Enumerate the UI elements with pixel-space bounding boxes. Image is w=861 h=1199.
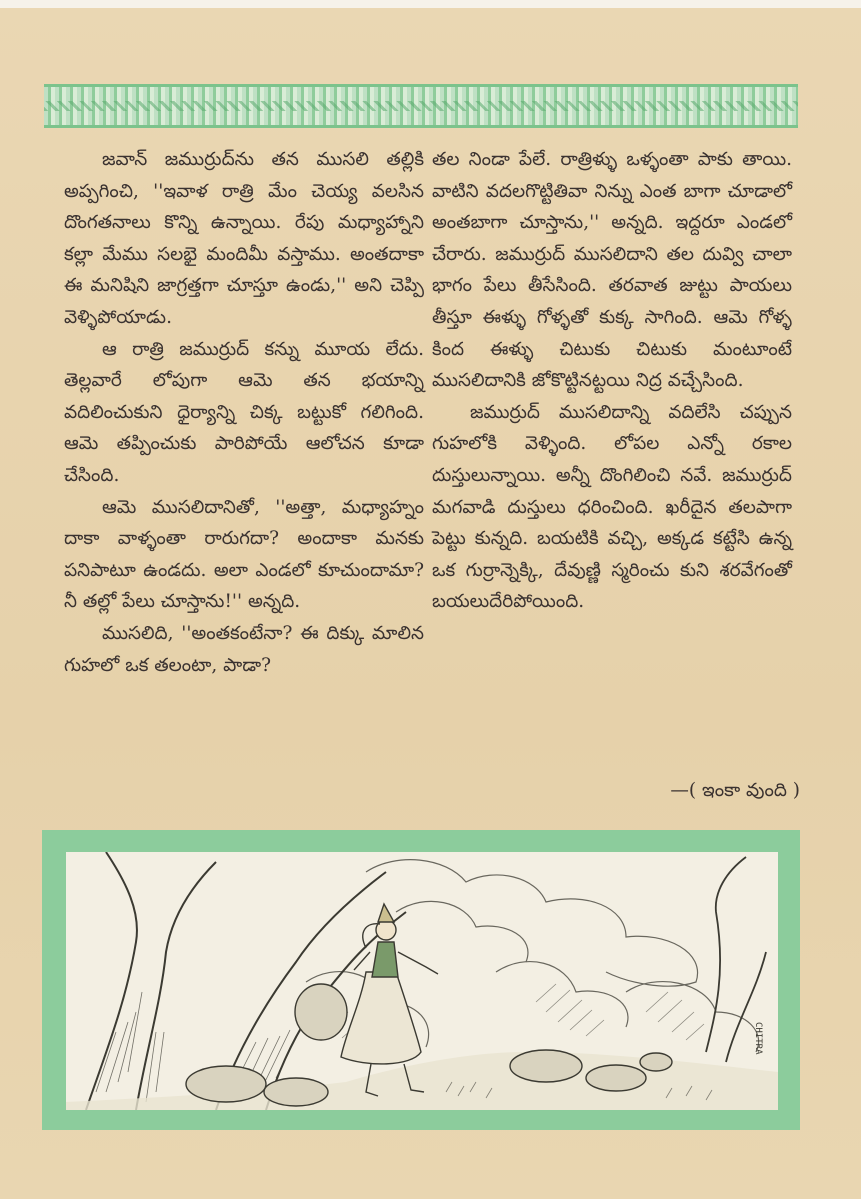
artist-signature: CHITRA (753, 1022, 763, 1055)
to-be-continued-note: —( ఇంకా వుంది ) (670, 780, 800, 801)
text-column-left (64, 144, 424, 681)
paragraph: జవాన్ జముర్రుద్‌ను తన ముసలి తల్లికి అప్పగించి, ''ఇవాళ రాత్రి మేం చెయ్య వలసిన దొంగతనాలు కొన్ని ఉన్నాయి. రేపు మధ్యాహ్నాని కల్లా మేము సలభై మందిమీ వస్తాము. అంతదాకా ఈ మనిషిని జాగ్రత్తగా చూస్తూ ఉండు,'' అని చెప్పి వెళ్ళిపోయాడు. (64, 149, 424, 328)
page-top-edge (0, 0, 861, 8)
paragraph: జముర్రుద్ ముసలిదాన్ని వదిలేసి చప్పున గుహలోకి వెళ్ళింది. లోపల ఎన్నో రకాల దుస్తులున్నాయి. అన్నీ దొంగిలించి నవే. జముర్రుద్ మగవాడి దుస్తులు ధరించింది. ఖరీదైన తలపాగా పెట్టు కున్నది. బయటికి వచ్చి, అక్కడ కట్టేసి ఉన్న ఒక గుర్రాన్నెక్కి, దేవుణ్ణి స్మరించు కుని శరవేగంతో బయలుదేరిపోయింది. (432, 401, 792, 613)
paragraph: ఆ రాత్రి జముర్రుద్ కన్ను మూయ లేదు. తెల్లవారే లోపుగా ఆమె తన భయాన్ని వదిలించుకుని ధైర్యాన్ని చిక్క బట్టుకో గలిగింది. ఆమె తప్పించుకు పారిపోయే ఆలోచన కూడా చేసింది. (64, 338, 424, 486)
illustration-frame (42, 830, 800, 1130)
paragraph: తల నిండా పేలే. రాత్రిళ్ళు ఒళ్ళంతా పాకు తాయి. వాటిని వదలగొట్టితివా నిన్ను ఎంత బాగా చూడాలో అంతబాగా చూస్తాను,'' అన్నది. ఇద్దరూ ఎండలో చేరారు. జముర్రుద్ ముసలిదాని తల దువ్వి చాలా భాగం పేలు తీసేసింది. తరవాత జుట్టు పాయలు తీస్తూ ఈళ్ళు గోళ్ళతో కుక్క సాగింది. ఆమె గోళ్ళ కింద ఈళ్ళు చిటుకు చిటుకు మంటూంటే ముసలిదానికి జోకొట్టినట్టయి నిద్ర వచ్చేసింది. (432, 149, 792, 392)
illustration-drawing (66, 852, 778, 1110)
paragraph: ఆమె ముసలిదానితో, ''అత్తా, మధ్యాహ్నం దాకా వాళ్ళంతా రారుగదా? అందాకా మనకు పనిపాటూ ఉండదు. అలా ఎండలో కూచుందామా? నీ తల్లో పేలు చూస్తాను!'' అన్నది. (64, 496, 424, 613)
text-column-right (432, 144, 792, 618)
forest-illustration (66, 852, 778, 1110)
decorative-header-border (44, 84, 798, 128)
paragraph: ముసలిది, ''అంతకంటేనా? ఈ దిక్కు మాలిన గుహలో ఒక తలంటా, పాడా? (64, 622, 424, 676)
